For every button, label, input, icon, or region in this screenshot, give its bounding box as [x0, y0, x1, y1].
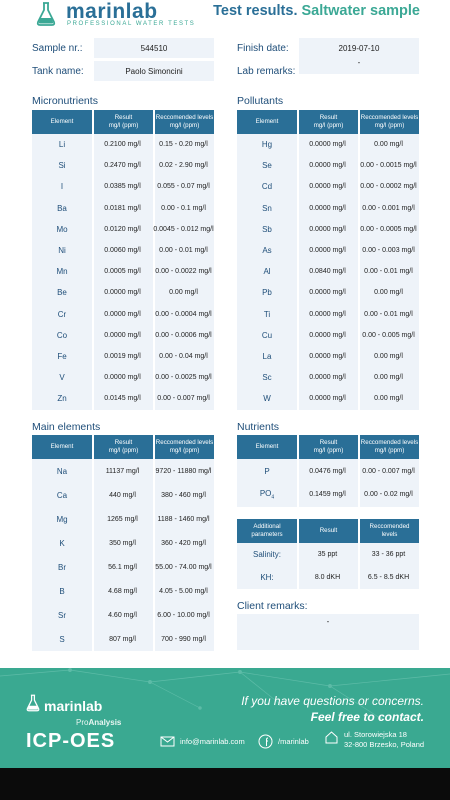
element-cell: Cu: [261, 330, 273, 340]
element-cell: Na: [56, 466, 68, 476]
recommended-cell: 700 - 990 mg/l: [161, 635, 206, 643]
result-cell: 0.0000 mg/l: [104, 310, 141, 318]
table-row: [32, 367, 214, 388]
nutrients-title: Nutrients: [237, 421, 280, 433]
recommended-cell: 0.00 - 0.0006 mg/l: [155, 331, 212, 339]
result-cell: 0.0000 mg/l: [309, 247, 346, 255]
recommended-cell: 0.00 - 0.0015 mg/l: [360, 162, 417, 170]
lab-remarks-label: Lab remarks:: [237, 66, 296, 77]
element-cell: Zn: [57, 394, 67, 404]
table-row: [32, 603, 214, 627]
element-cell: V: [59, 373, 65, 383]
result-cell: 0.1459 mg/l: [309, 491, 346, 498]
table-row: [237, 176, 419, 197]
element-cell: K: [59, 538, 65, 548]
col-parameter: Additional parameters: [237, 519, 297, 543]
element-cell: Pb: [262, 288, 272, 298]
main-elements-title: Main elements: [32, 421, 101, 433]
element-cell: P: [264, 467, 270, 476]
recommended-cell: 380 - 460 mg/l: [161, 491, 206, 499]
result-cell: 0.0000 mg/l: [309, 204, 346, 212]
table-row: [32, 155, 214, 176]
col-recommended: Reccomended levels mg/l (ppm): [360, 435, 419, 459]
element-cell: Sb: [262, 224, 272, 234]
table-row: [32, 198, 214, 219]
brand-tagline: PROFESSIONAL WATER TESTS: [67, 21, 196, 27]
element-cell: KH:: [260, 573, 274, 582]
table-row: [237, 543, 419, 566]
tank-label: Tank name:: [32, 66, 84, 77]
address-block: [324, 730, 424, 750]
col-element: Element: [237, 110, 297, 134]
result-cell: 0.0000 mg/l: [104, 331, 141, 339]
element-cell: Hg: [261, 140, 273, 150]
pollutants-table: [237, 134, 419, 410]
result-cell: 350 mg/l: [109, 539, 136, 547]
result-cell: 0.0000 mg/l: [309, 395, 346, 403]
address-line-2: 32-800 Brzesko, Poland: [344, 739, 425, 749]
table-row: [32, 531, 214, 555]
recommended-cell: 55.00 - 74.00 mg/l: [155, 563, 212, 571]
table-row: [32, 346, 214, 367]
result-cell: 0.0000 mg/l: [309, 289, 346, 297]
micronutrients-title: Micronutrients: [32, 95, 98, 107]
email-link[interactable]: info@marinlab.com: [160, 734, 245, 749]
table-row: [237, 325, 419, 346]
result-cell: 0.2100 mg/l: [104, 141, 141, 149]
recommended-cell: 0.00 mg/l: [374, 374, 403, 382]
recommended-cell: 0.00 - 0.005 mg/l: [362, 331, 415, 339]
result-cell: 35 ppt: [317, 551, 338, 558]
tank-value: Paolo Simoncini: [94, 61, 214, 81]
element-cell: Se: [262, 161, 272, 171]
result-cell: 4.60 mg/l: [108, 611, 137, 619]
table-row: [237, 367, 419, 388]
recommended-cell: 0.00 mg/l: [374, 395, 403, 403]
col-recommended: Reccomended levels mg/l (ppm): [155, 110, 214, 134]
table-row: [32, 134, 214, 155]
recommended-cell: 1188 - 1460 mg/l: [157, 515, 210, 523]
element-cell: Li: [58, 140, 66, 150]
col-recommended: Reccomended levels mg/l (ppm): [360, 110, 419, 134]
recommended-cell: 0.00 - 0.1 mg/l: [161, 204, 206, 212]
element-cell: Si: [58, 161, 66, 171]
table-row: [32, 483, 214, 507]
table-row: [32, 459, 214, 483]
table-row: [237, 198, 419, 219]
main-elements-header: [32, 435, 214, 459]
element-cell: Sn: [262, 203, 272, 213]
table-row: [32, 507, 214, 531]
element-cell: Sc: [262, 373, 272, 383]
result-cell: 0.0000 mg/l: [104, 374, 141, 382]
recommended-cell: 0.00 - 0.007 mg/l: [362, 468, 415, 475]
result-cell: 11137 mg/l: [105, 467, 140, 475]
footer: [0, 668, 450, 768]
table-row: [237, 282, 419, 303]
result-cell: 0.0145 mg/l: [104, 395, 141, 403]
recommended-cell: 0.00 - 0.0005 mg/l: [360, 225, 417, 233]
pollutants-title: Pollutants: [237, 95, 284, 107]
nutrients-table: [237, 459, 419, 507]
element-cell: Br: [58, 562, 66, 572]
recommended-cell: 0.00 - 0.001 mg/l: [362, 204, 415, 212]
footer-brand: marinlab: [44, 698, 103, 714]
result-cell: 8.0 dKH: [314, 574, 341, 581]
element-cell: Salinity:: [252, 550, 281, 559]
table-row: [32, 282, 214, 303]
result-cell: 1265 mg/l: [107, 515, 138, 523]
result-cell: 440 mg/l: [109, 491, 136, 499]
parameters-header: [237, 519, 419, 543]
finish-date-value: 2019-07-10: [299, 38, 419, 58]
table-row: [32, 240, 214, 261]
element-cell: La: [262, 352, 272, 362]
nutrients-header: [237, 435, 419, 459]
table-row: [237, 219, 419, 240]
col-result: Result mg/l (ppm): [94, 435, 153, 459]
recommended-cell: 0.00 mg/l: [374, 353, 403, 361]
table-row: [237, 460, 419, 483]
table-row: [32, 388, 214, 409]
recommended-cell: 6.5 - 8.5 dKH: [367, 574, 410, 581]
table-row: [237, 388, 419, 409]
element-cell: Cd: [261, 182, 273, 192]
recommended-cell: 0.00 mg/l: [169, 289, 198, 297]
result-cell: 56.1 mg/l: [108, 563, 137, 571]
element-cell: Ni: [58, 246, 66, 256]
result-cell: 4.68 mg/l: [108, 587, 137, 595]
col-result: Result: [299, 519, 358, 543]
recommended-cell: 0.0045 - 0.012 mg/l: [153, 225, 214, 233]
recommended-cell: 0.00 mg/l: [374, 289, 403, 297]
element-cell: Be: [57, 288, 67, 298]
col-recommended: Reccomended levels: [360, 519, 419, 543]
result-cell: 0.0000 mg/l: [104, 289, 141, 297]
element-cell: Sr: [58, 610, 66, 620]
sample-value: 544510: [94, 38, 214, 58]
table-row: [32, 219, 214, 240]
table-row: [32, 304, 214, 325]
table-row: [237, 240, 419, 261]
address-line-1: ul. Storowiejska 18: [344, 730, 407, 739]
flask-logo-icon: [36, 2, 56, 26]
result-cell: 0.0060 mg/l: [104, 247, 141, 255]
element-cell: Al: [263, 267, 271, 277]
result-cell: 0.0019 mg/l: [104, 353, 141, 361]
recommended-cell: 9720 - 11880 mg/l: [155, 467, 212, 475]
table-row: [32, 176, 214, 197]
table-row: [237, 155, 419, 176]
table-row: [32, 627, 214, 651]
result-cell: 0.0476 mg/l: [309, 468, 346, 475]
recommended-cell: 0.00 - 0.01 mg/l: [159, 247, 208, 255]
client-remarks-value: -: [237, 614, 419, 650]
recommended-cell: 0.00 mg/l: [374, 141, 403, 149]
result-cell: 0.0000 mg/l: [309, 141, 346, 149]
flask-logo-icon: [26, 694, 40, 712]
contact-cta: Feel free to contact.: [310, 710, 424, 724]
element-cell: Mn: [56, 267, 68, 277]
sample-label: Sample nr.:: [32, 43, 83, 54]
element-cell: Mg: [56, 514, 68, 524]
result-cell: 0.0840 mg/l: [309, 268, 346, 276]
recommended-cell: 6.00 - 10.00 mg/l: [157, 611, 210, 619]
element-cell: $PO_4$: [259, 488, 275, 501]
table-row: [237, 134, 419, 155]
result-cell: 0.0005 mg/l: [104, 268, 141, 276]
result-cell: 0.0181 mg/l: [104, 204, 141, 212]
table-row: [237, 346, 419, 367]
result-cell: 0.0000 mg/l: [309, 353, 346, 361]
pro-analysis-label: ProAnalysis: [76, 718, 122, 727]
recommended-cell: 0.00 - 0.04 mg/l: [159, 353, 208, 361]
home-icon: [324, 730, 339, 745]
table-row: [32, 261, 214, 282]
element-cell: Cr: [57, 309, 67, 319]
recommended-cell: 0.02 - 2.90 mg/l: [159, 162, 208, 170]
recommended-cell: 0.00 - 0.0002 mg/l: [360, 183, 417, 191]
page-header: [0, 0, 450, 30]
result-cell: 0.0000 mg/l: [309, 310, 346, 318]
col-recommended: Reccomended levels mg/l (ppm): [155, 435, 214, 459]
element-cell: B: [59, 586, 65, 596]
result-cell: 0.0000 mg/l: [309, 331, 346, 339]
element-cell: Mo: [56, 224, 68, 234]
finish-date-label: Finish date:: [237, 43, 289, 54]
table-row: [237, 483, 419, 506]
client-remarks-label: Client remarks:: [237, 600, 308, 612]
pollutants-header: [237, 110, 419, 134]
page-title: Test results. Saltwater sample: [213, 3, 420, 19]
col-element: Element: [237, 435, 297, 459]
table-row: [237, 304, 419, 325]
result-cell: 0.0385 mg/l: [104, 183, 141, 191]
result-cell: 0.0000 mg/l: [309, 162, 346, 170]
recommended-cell: 4.05 - 5.00 mg/l: [159, 587, 208, 595]
element-cell: W: [263, 394, 271, 404]
recommended-cell: 0.00 - 0.01 mg/l: [364, 268, 413, 276]
element-cell: Fe: [57, 352, 67, 362]
col-result: Result mg/l (ppm): [299, 110, 358, 134]
col-element: Element: [32, 110, 92, 134]
parameters-table: [237, 543, 419, 589]
micronutrients-table: [32, 134, 214, 410]
micronutrients-header: [32, 110, 214, 134]
recommended-cell: 360 - 420 mg/l: [161, 539, 206, 547]
element-cell: As: [262, 246, 272, 256]
element-cell: S: [59, 634, 65, 644]
brand-name: marinlab: [66, 0, 158, 23]
result-cell: 0.0120 mg/l: [104, 225, 141, 233]
table-row: [32, 555, 214, 579]
element-cell: Co: [56, 330, 68, 340]
result-cell: 0.0000 mg/l: [309, 374, 346, 382]
element-cell: Ba: [57, 203, 67, 213]
recommended-cell: 0.00 - 0.007 mg/l: [157, 395, 210, 403]
result-cell: 0.2470 mg/l: [104, 162, 141, 170]
element-cell: Ti: [263, 309, 271, 319]
col-result: Result mg/l (ppm): [299, 435, 358, 459]
col-element: Element: [32, 435, 92, 459]
table-row: [237, 261, 419, 282]
element-cell: Ca: [56, 490, 68, 500]
table-row: [32, 325, 214, 346]
recommended-cell: 0.00 - 0.0022 mg/l: [155, 268, 212, 276]
recommended-cell: 33 - 36 ppt: [371, 551, 406, 558]
recommended-cell: 0.055 - 0.07 mg/l: [157, 183, 210, 191]
result-cell: 0.0000 mg/l: [309, 225, 346, 233]
system-bottom-bar: [0, 768, 450, 800]
element-cell: I: [60, 182, 64, 192]
result-cell: 807 mg/l: [109, 635, 136, 643]
col-result: Result mg/l (ppm): [94, 110, 153, 134]
recommended-cell: 0.00 - 0.01 mg/l: [364, 310, 413, 318]
questions-text: If you have questions or concerns.: [241, 694, 424, 708]
mail-icon: [160, 734, 175, 749]
recommended-cell: 0.00 - 0.003 mg/l: [362, 247, 415, 255]
recommended-cell: 0.15 - 0.20 mg/l: [159, 141, 208, 149]
main-elements-table: [32, 459, 214, 651]
facebook-icon: [258, 734, 273, 749]
table-row: [237, 566, 419, 589]
result-cell: 0.0000 mg/l: [309, 183, 346, 191]
method-label: ICP-OES: [26, 730, 116, 752]
recommended-cell: 0.00 - 0.0004 mg/l: [155, 310, 212, 318]
table-row: [32, 579, 214, 603]
lab-remarks-value: -: [299, 58, 419, 74]
recommended-cell: 0.00 - 0.0025 mg/l: [155, 374, 212, 382]
facebook-link[interactable]: /marinlab: [258, 734, 309, 749]
recommended-cell: 0.00 - 0.02 mg/l: [364, 491, 413, 498]
